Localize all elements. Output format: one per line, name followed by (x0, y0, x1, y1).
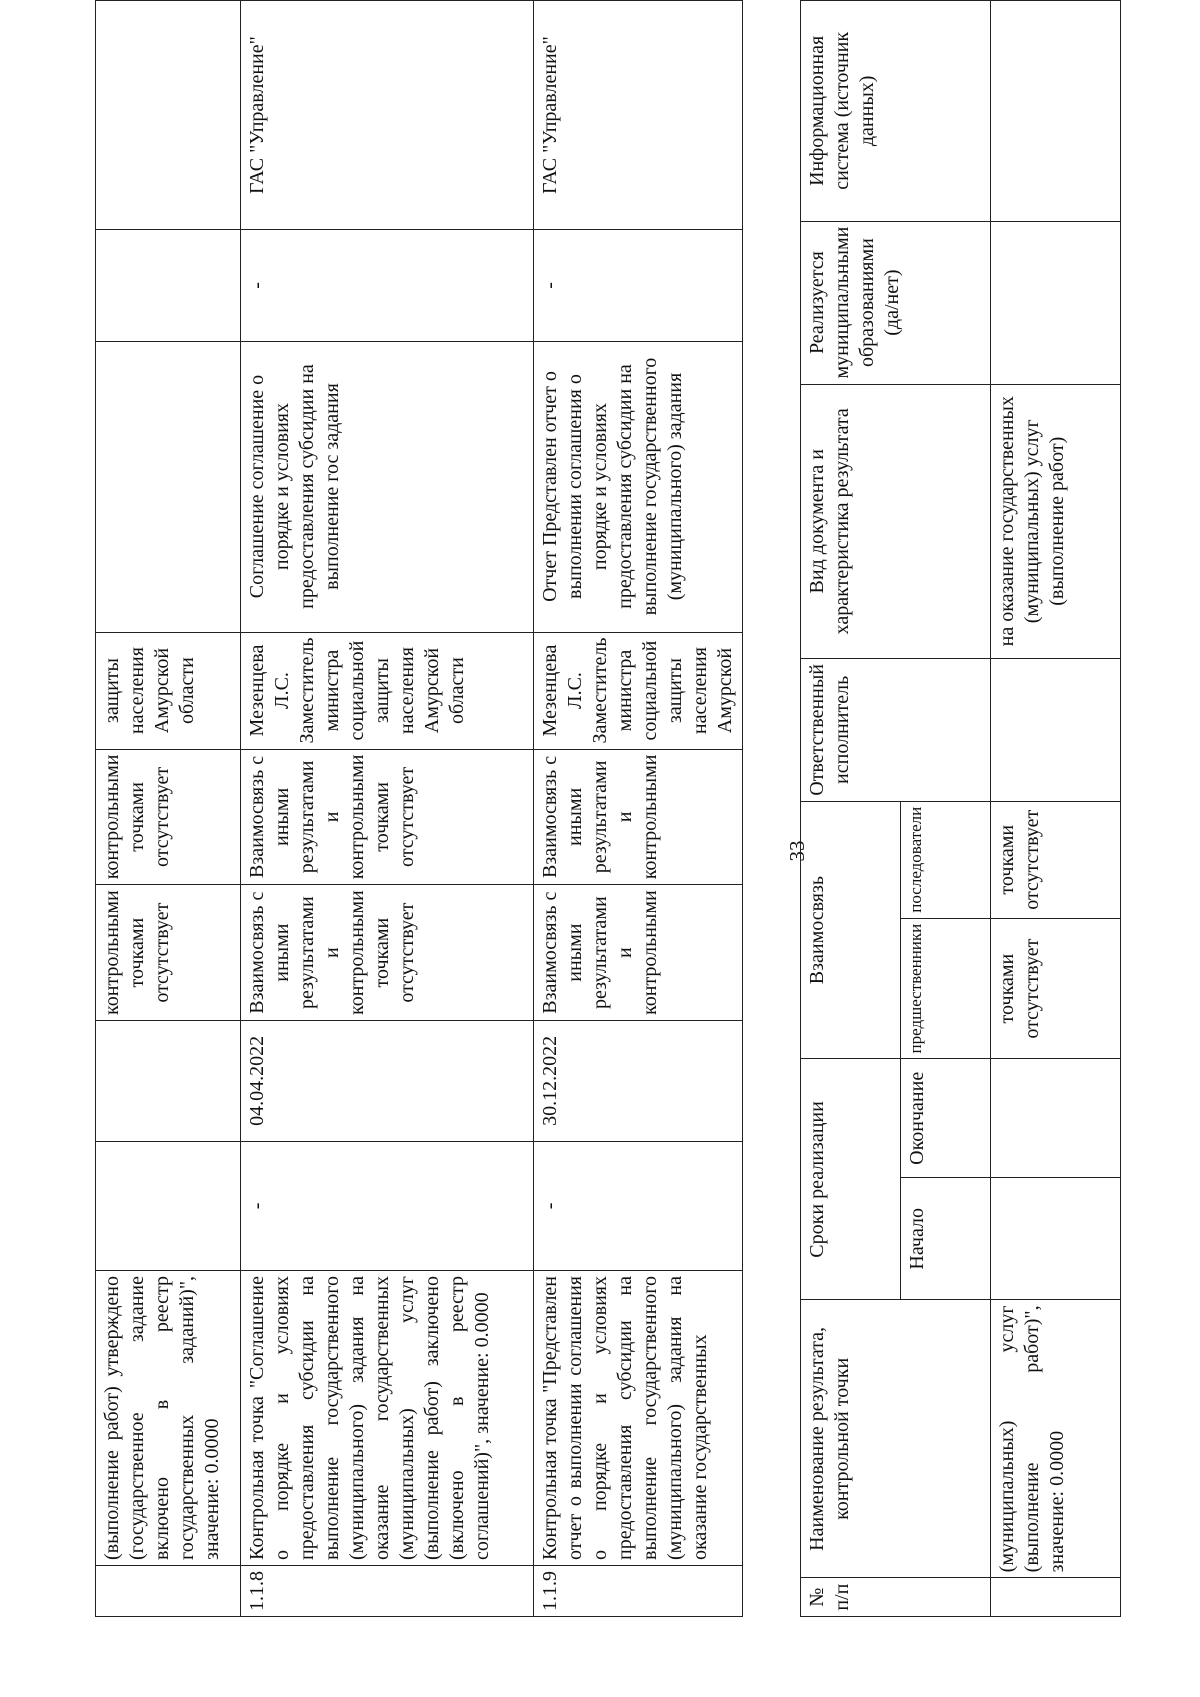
row-num: 1.1.8 (241, 1566, 534, 1617)
row-end (991, 1059, 1121, 1178)
page-number: 33 (785, 840, 809, 862)
row-responsible (991, 659, 1121, 802)
row-end: 04.04.2022 (241, 1021, 534, 1142)
row-name: (муниципальных) услуг (выполнение работ)", значение: 0.0000 (991, 1300, 1121, 1578)
header-row (801, 1, 901, 1617)
row-municipal (991, 221, 1121, 384)
row-name: (выполнение работ) утверждено (государственное задание включено в реестр государственных заданий)", значение: 0.0000 (96, 1270, 241, 1565)
header-document: Вид документа и характеристика результата (801, 384, 991, 658)
row-municipal: - (534, 230, 743, 341)
row-system: ГАС "Управление" (241, 1, 534, 230)
row-end: 30.12.2022 (534, 1021, 743, 1142)
upper-table (95, 0, 743, 1617)
header-name: Наименование результата, контрольной точки (801, 1300, 991, 1578)
row-document: на оказание государственных (муниципальных) услуг (выполнение работ) (991, 384, 1121, 658)
header-link: Взаимосвязь (801, 801, 901, 1059)
row-predecessors: Взаимосвязь с иными результатами и контрольными (534, 885, 743, 1021)
header-end: Окончание (901, 1059, 991, 1178)
header-responsible: Ответственный исполнитель (801, 659, 991, 802)
table-row (991, 1, 1121, 1617)
header-num: № п/п (801, 1578, 991, 1617)
row-num: 1.1.9 (534, 1566, 743, 1617)
row-start: - (241, 1141, 534, 1270)
row-system: ГАС "Управление" (534, 1, 743, 230)
row-responsible: защиты населения Амурской области (96, 632, 241, 749)
row-num (96, 1566, 241, 1617)
row-successors: точками отсутствует (991, 801, 1121, 918)
row-document: Отчет Представлен отчет о выполнении соглашения о порядке и условиях предоставления субсидии на выполнение государственного (муниципального) задания (534, 341, 743, 632)
row-predecessors: контрольными точками отсутствует (96, 885, 241, 1021)
row-successors: Взаимосвязь с иными результатами и контрольными (534, 749, 743, 885)
row-successors: Взаимосвязь с иными результатами и контрольными точками отсутствует (241, 749, 534, 885)
row-responsible: Мезенцева Л.С. Заместитель министра социальной защиты населения Амурской (534, 632, 743, 749)
header-terms: Сроки реализации (801, 1059, 901, 1300)
row-municipal (96, 230, 241, 341)
header-successors: последователи (901, 801, 991, 918)
header-predecessors: предшественники (901, 918, 991, 1059)
row-municipal: - (241, 230, 534, 341)
header-municipal: Реализуется муниципальными образованиями (да/нет) (801, 221, 991, 384)
row-name: Контрольная точка "Представлен отчет о выполнении соглашения о порядке и условиях предоставления субсидии на выполнение государственного (муниципального) задания на оказание государственных (534, 1270, 743, 1565)
header-start: Начало (901, 1178, 991, 1300)
row-start (991, 1178, 1121, 1300)
table-row (241, 1, 534, 1617)
row-successors: контрольными точками отсутствует (96, 749, 241, 885)
row-num (991, 1578, 1121, 1617)
row-system (991, 1, 1121, 222)
row-predecessors: точками отсутствует (991, 918, 1121, 1059)
header-system: Информационная система (источник данных) (801, 1, 991, 222)
row-predecessors: Взаимосвязь с иными результатами и контрольными точками отсутствует (241, 885, 534, 1021)
row-end (96, 1021, 241, 1142)
row-start: - (534, 1141, 743, 1270)
row-start (96, 1141, 241, 1270)
table-row (96, 1, 241, 1617)
row-name: Контрольная точка "Соглашение о порядке и условиях предоставления субсидии на выполнение государственного (муниципального) задания на оказание государственных (муниципальных) услуг (выполнение работ) заключено (включено в реестр соглашений)", значение: 0.0000 (241, 1270, 534, 1565)
row-document (96, 341, 241, 632)
row-responsible: Мезенцева Л.С. Заместитель министра социальной защиты населения Амурской области (241, 632, 534, 749)
table-row (534, 1, 743, 1617)
row-document: Соглашение соглашение о порядке и условиях предоставления субсидии на выполнение гос задания (241, 341, 534, 632)
row-system (96, 1, 241, 230)
lower-table (800, 0, 1121, 1617)
